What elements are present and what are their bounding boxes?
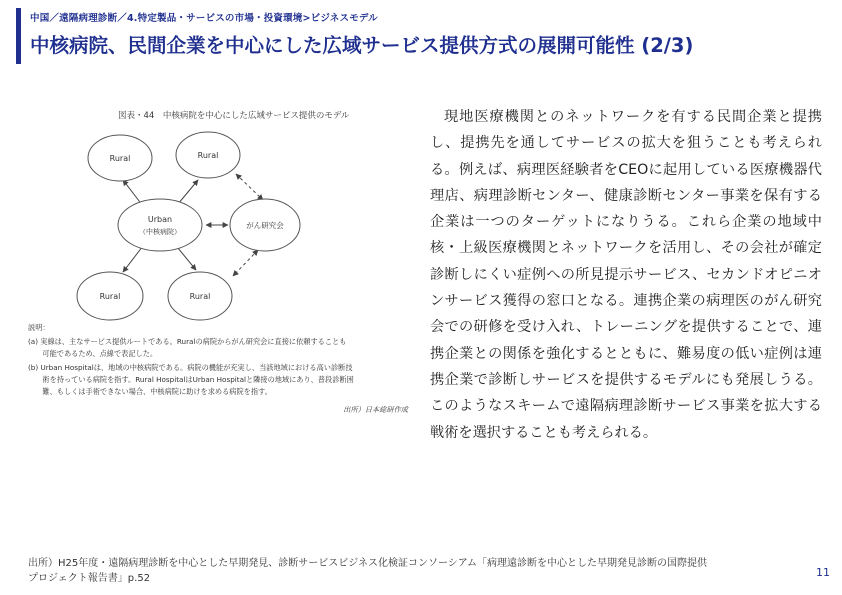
node-urban-core-hospital (118, 199, 202, 251)
breadcrumb: 中国／遠隔病理診断／4.特定製品・サービスの市場・投資環境>ビジネスモデル (30, 13, 378, 24)
node-rural-bottom-mid (168, 272, 232, 320)
note-line: (b) Urban Hospitalは、地域の中核病院である。病院の機能が充実し、当該地域における高い診断技 (28, 363, 353, 372)
note-line: (a) 実線は、主なサービス提供ルートである。Ruralの病院からがん研究会に直接に依頼することも (28, 337, 347, 346)
svg-text:Urban: Urban (147, 215, 173, 224)
title-accent-bar (16, 8, 21, 64)
figure-caption: 図表・44 中核病院を中心にした広域サービス提供のモデル (118, 111, 350, 121)
footer-source-line: プロジェクト報告書」p.52 (28, 573, 151, 584)
node-rural-bottom-left (77, 272, 143, 320)
page-number: 11 (816, 566, 830, 579)
figure-source: 出所）日本総研作成 (343, 405, 408, 414)
svg-text:Rural: Rural (99, 292, 121, 301)
notes-heading: 説明： (28, 323, 50, 332)
note-line: 難、もしくは手術できない場合、中核病院に助けを求める病院を指す。 (28, 387, 272, 396)
node-cancer-center (230, 199, 300, 251)
svg-text:がん研究会: がん研究会 (246, 221, 284, 230)
model-diagram-figure (28, 100, 410, 430)
dashed-connector-top (236, 174, 263, 200)
node-rural-top-left (88, 135, 152, 181)
svg-text:Rural: Rural (189, 292, 211, 301)
node-rural-top-right (176, 132, 240, 178)
footer-source-line: 出所）H25年度・遠隔病理診断を中心とした早期発見、診断サービスビジネス化検証コンソーシアム「病理遠診断を中心とした早期発見診断の国際提供 (28, 558, 708, 569)
page-title: 中核病院、民間企業を中心にした広域サービス提供方式の展開可能性 (2/3) (30, 34, 694, 57)
model-diagram (28, 100, 410, 430)
dashed-connector-bottom (233, 250, 258, 276)
note-line: 可能であるため、点線で表記した。 (28, 349, 158, 358)
note-line: 術を持っている病院を指す。Rural HospitalはUrban Hospitalと隣接の地域にあり、普段診断困 (28, 375, 354, 384)
footer-source (28, 556, 768, 586)
svg-text:Rural: Rural (109, 154, 131, 163)
svg-text:Rural: Rural (197, 151, 219, 160)
body-paragraph: 現地医療機関とのネットワークを有する民間企業と提携し、提携先を通してサービスの拡大を狙うことも考えられる。例えば、病理医経験者をCEOに起用している医療機器代理店、病理診断センター、健康診断センター事業を保有する企業は一つのターゲットになりうる。これら企業の地域中核・上級医療機関とネットワークを活用し、その会社が確定診断しにくい症例への所見提示サービス、セカンドオピニオンサービス獲得の窓口となる。連携企業の病理医のがん研究会での研修を受け入れ、トレーニングを提供することで、連携企業との関係を強化するとともに、難易度の低い症例は連携企業で診断しサービスを提供するモデルにも発展しうる。このようなスキームで遠隔病理診断サービス事業を拡大する戦術を選択することも考えられる。 (430, 109, 822, 441)
svg-text:（中核病院）: （中核病院） (139, 228, 181, 236)
